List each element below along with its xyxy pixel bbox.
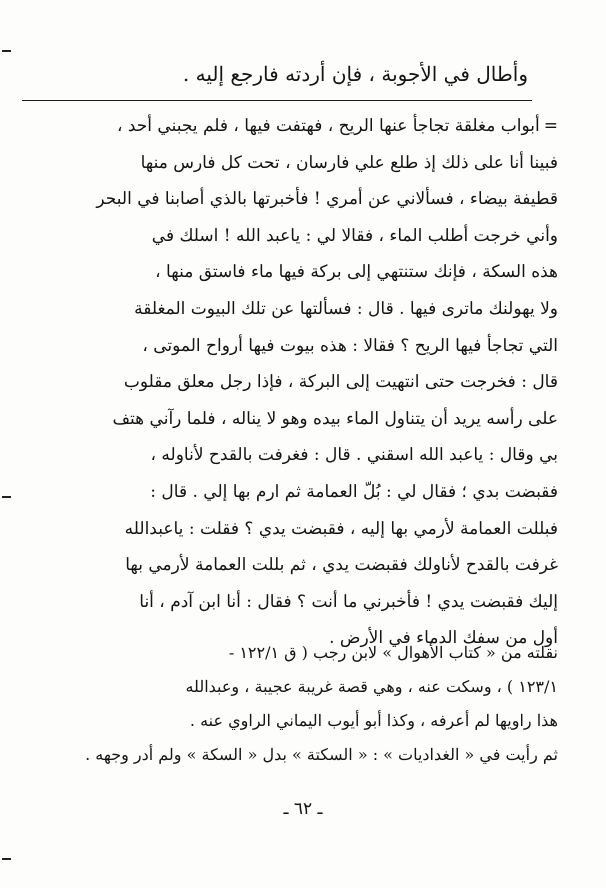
margin-tick xyxy=(2,858,11,860)
footnote-line: ثم رأيت في « الغداديات » : « السكتة » بدل « السكة » ولم أدر وجهه . xyxy=(85,745,558,764)
text-line: =أبواب مغلقة تجاجأ عنها الريح ، فهتفت فيها ، فلم يجبني أحد ، xyxy=(18,108,558,145)
text-line: قال : فخرجت حتى انتهيت إلى البركة ، فإذا رجل معلق مقلوب xyxy=(123,372,558,393)
page-number: ـ ٦٢ ـ xyxy=(283,799,323,819)
footnote-line: هذا راويها لم أعرفه ، وكذا أبو أيوب اليماني الراوي عنه . xyxy=(189,711,558,730)
text-line: وأني خرجت أطلب الماء ، فقالا لي : ياعبد الله ! اسلك في xyxy=(151,225,558,246)
text-line: بي وقال : ياعبد الله اسقني . قال : فغرفت بالقدح لأناوله ، xyxy=(150,445,558,466)
text-line: على رأسه يريد أن يتناول الماء بيده وهو لا يناله ، فلما رآني هتف xyxy=(112,408,558,429)
margin-tick xyxy=(2,496,11,498)
main-text xyxy=(18,108,558,657)
text-line: ولا يهولنك ماترى فيها . قال : فسألتها عن تلك البيوت المغلقة xyxy=(134,298,558,319)
continuation-mark: = xyxy=(543,116,558,136)
margin-tick xyxy=(2,50,11,52)
text-line: فبينا أنا على ذلك إذ طلع علي فارسان ، تحت كل فارس منها xyxy=(140,152,558,173)
text-line: أول من سفك الدماء في الأرض . xyxy=(329,628,558,649)
text-line: التي تجاجأ فيها الريح ؟ فقالا : هذه بيوت فيها أرواح الموتى ، xyxy=(142,335,558,356)
footnote-line: نقلته من « كتاب الأهوال » لابن رجب ( ق ١٢٢/١ - xyxy=(228,643,558,662)
text-line: قطيفة بيضاء ، فسألاني عن أمري ! فأخبرتها بالذي أصابنا في البحر xyxy=(96,189,558,210)
text-line: غرفت بالقدح لأناولك فقبضت يدي ، ثم بللت العمامة لأرمي بها xyxy=(125,555,558,576)
footnote-line: ١٢٣/١ ) ، وسكت عنه ، وهي قصة غريبة عجيبة ، وعبدالله xyxy=(185,677,558,696)
header-text: وأطال في الأجوبة ، فإن أردته فارجع إليه . xyxy=(182,62,528,86)
text-line: فبللت العمامة لأرمي بها إليه ، فقبضت يدي ؟ فقلت : ياعبدالله xyxy=(124,518,558,539)
text-line: فقبضت بدي ؛ فقال لي : بُلّ العمامة ثم ارم بها إلي . قال : xyxy=(150,481,558,502)
header-rule xyxy=(22,100,532,101)
text-line: إليك فقبضت يدي ! فأخبرني ما أنت ؟ فقال : أنا ابن آدم ، أنا xyxy=(139,591,558,612)
footnote xyxy=(18,636,558,772)
text-line: هذه السكة ، فإنك ستنتهي إلى بركة فيها ماء فاستق منها ، xyxy=(155,262,558,283)
